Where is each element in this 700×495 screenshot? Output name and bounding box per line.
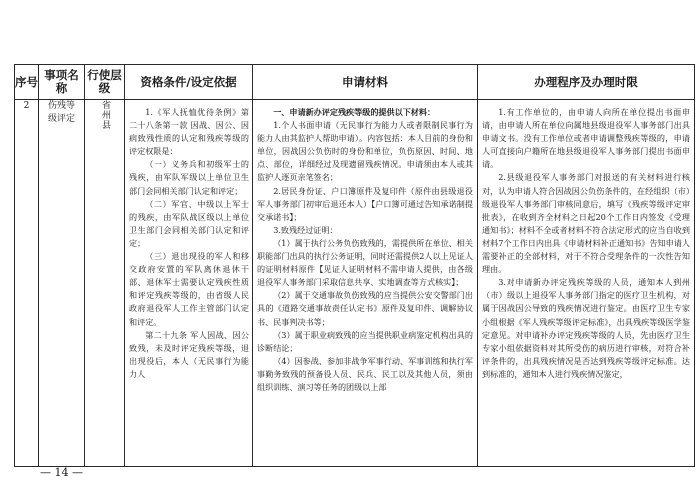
cell-seq: [15, 100, 39, 467]
basis-paragraph: 1.《军人抚恤优待条例》第二十八条第一款 因战、因公、因病致残性质的认定和残疾等级的评定权限是：: [129, 107, 249, 157]
materials-paragraph: （2）属于交通事故负伤致残的应当提供公安交警部门出具的《道路交通事故责任认定书》原件及复印件、调解协议书、民事判决书等；: [257, 290, 473, 327]
materials-paragraph: （1）属于执行公务负伤致残的，需提供所在单位、相关职能部门出具的执行公务证明，同时还需提供2人以上见证人的证明材料原件【见证人证明材料不需申请人提供，由各级退役军人事务部门采取信息共享、实地调查等方式核实】；: [257, 237, 473, 288]
materials-paragraph: 3.致残经过证明：: [273, 224, 338, 235]
header-item-name: 事项名称: [39, 65, 85, 100]
cell-level: [85, 100, 125, 467]
level-value: 省州县: [100, 100, 110, 130]
header-materials: 申请材料: [253, 65, 478, 100]
procedure-paragraph: 3.对申请新办评定残疾等级的人员，通知本人到州（市）级以上退役军人事务部门指定的医疗卫生机构，对属于因战因公导致的残疾情况进行鉴定。由医疗卫生专家小组根据《军人残疾等级评定标准》，出具残疾等级医学鉴定意见。对申请补办评定残疾等级的人员，先由医疗卫生专家小组依据资料对其所受伤的病历进行审核，对符合补评条件的，出具残疾情况是否达到残疾等级评定标准。达到标准的，通知本人进行残疾情况鉴定，: [482, 277, 690, 379]
header-basis: 资格条件/设定依据: [125, 65, 253, 100]
page-number: — 14 —: [40, 466, 83, 479]
materials-paragraph: 2.居民身份证、户口簿原件及复印件（原件由县级退役军人事务部门初审后退还本人）【户口簿可通过告知承诺制提交承诺书】；: [257, 185, 473, 222]
cell-procedure: [478, 100, 695, 467]
cell-item-name: [39, 100, 85, 467]
seq-value: 2: [23, 101, 30, 111]
item-name-value: 伤残等级评定: [47, 101, 75, 124]
table-header-row: [15, 65, 695, 100]
materials-heading: 一、申请新办评定残疾等级的提供以下材料：: [273, 107, 436, 117]
cell-basis: [125, 100, 253, 467]
basis-paragraph: （二）军官、中级以上军士的残疾，由军队战区级以上单位卫生部门会同相关部门认定和评定；: [129, 198, 249, 248]
basis-text: [125, 100, 252, 466]
cell-materials: [253, 100, 478, 467]
basis-paragraph: 第二十九条 军人因战、因公致残，未及时评定残疾等级，退出现役后，本人（无民事行为能力人: [129, 329, 249, 379]
items-table: [14, 64, 695, 467]
procedure-text: [478, 100, 694, 466]
header-seq: 序号: [15, 65, 39, 100]
header-level: 行使层级: [85, 65, 125, 100]
materials-paragraph: 1.个人书面申请（无民事行为能力人或者限制民事行为能力人由其监护人帮助申请）。内容包括：本人目前的身份和单位，因战因公负伤时的身份和单位，负伤原因、时间、地点、部位，详细经过及现遗留残疾情况。申请须由本人或其监护人逐页亲笔签名；: [257, 120, 473, 183]
materials-paragraph: （4）因参战、参加非战争军事行动、军事训练和执行军事勤务致残的预备役人员、民兵、民工以及其他人员，须由组织训练、演习等任务的团级以上部: [257, 355, 473, 392]
basis-paragraph: （一）义务兵和初级军士的残疾，由军队军级以上单位卫生部门会同相关部门认定和评定；: [129, 159, 249, 196]
materials-paragraph: （3）属于职业病致残的应当提供职业病鉴定机构出具的诊断结论；: [257, 329, 473, 353]
materials-text: [253, 100, 477, 466]
procedure-paragraph: 2.县级退役军人事务部门对报送的有关材料进行核对，认为申请人符合因战因公负伤条件的，在经组织（市）级退役军人事务部门审核同意后，填写《残疾等级评定审批表》，在收到齐全材料之日起20个工作日内签发《受理通知书》；材料不全或者材料不符合法定形式的应当自收到材料7个工作日内出具《申请材料补正通知书》告知申请人需要补正的全部材料，对于不符合受理条件的一次性告知理由。: [482, 172, 690, 275]
header-procedure: 办理程序及办理时限: [478, 65, 695, 100]
procedure-paragraph: 1.有工作单位的，由申请人向所在单位提出书面申请，由申请人所在单位向属地县级退役军人事务部门出具申请文书。没有工作单位或者申请调整残疾等级的，申请人可直接向户籍所在地县级退役军人事务部门提出书面申请。: [482, 107, 690, 170]
table-row: [15, 100, 695, 467]
basis-paragraph: （三）退出现役的军人和移交政府安置的军队离休退休干部、退休军士需要认定残疾性质和评定残疾等级的，由省级人民政府退役军人工作主管部门认定和评定。: [129, 251, 249, 327]
